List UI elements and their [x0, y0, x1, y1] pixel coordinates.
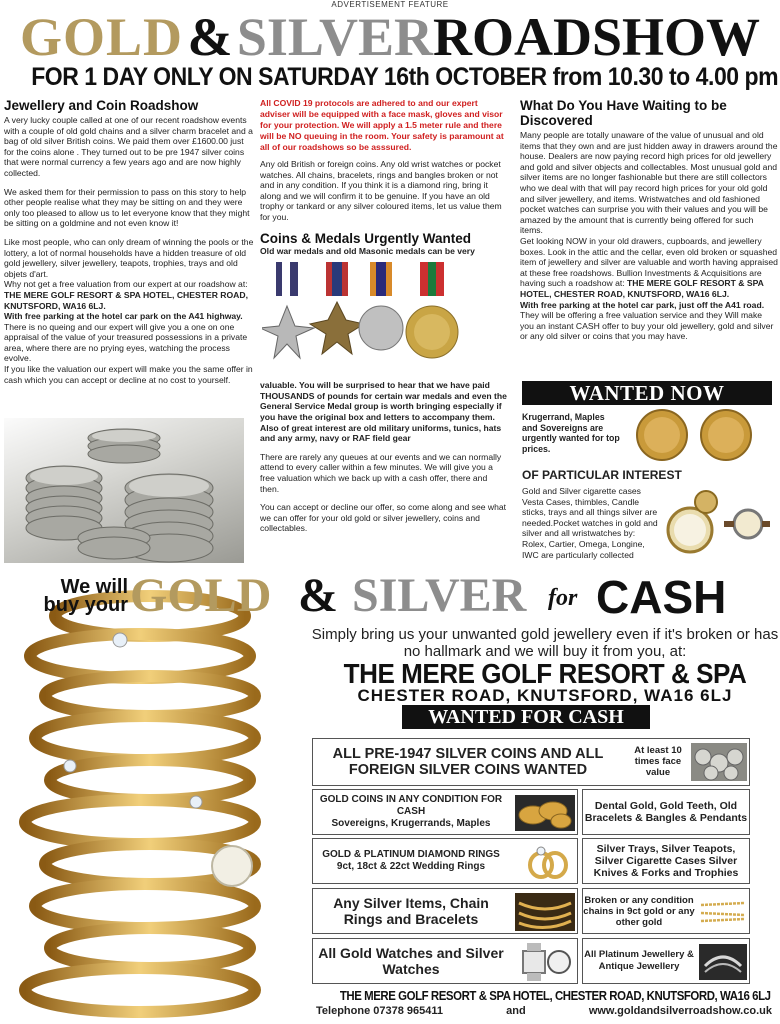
headline-silver: SILVER [236, 7, 433, 67]
event-date-subheading: FOR 1 DAY ONLY ON SATURDAY 16th OCTOBER from 10.30 to 4.00 pm [31, 63, 779, 91]
col1-paragraph-3a: Like most people, who can only dream of winning the pools or the lottery, a lot of normal households have a hidden treasure of old gold jewellery, silver jewellery, teapots, trophies, trays and old objets d'art. [4, 236, 254, 279]
box-silver-items-text: Any Silver Items, Chain Rings and Bracelets [333, 895, 489, 927]
advertisement-feature-label: ADVERTISEMENT FEATURE [331, 0, 449, 9]
column-roadshow-story [4, 98, 256, 385]
col3-paragraph-1: Many people are totally unaware of the value of unusual and old items that they own and are just hidden away in drawers around the house. Dealers are now paying record high prices for old jewellery and gold and silver objects and collectables. Most unusual gold and silver items are no longer fashionable but there are still collectors who we deal with that will pay record high prices for your old gold and silver jewellery, and items. Wristwatches and old fashioned pocket watches can surprise you with their values and you will be amazed by the amount that is currently being offered for such items. [520, 130, 778, 236]
war-medals-illustration [262, 262, 474, 380]
particular-interest-body: Gold and Silver cigarette cases Vesta Cases, thimbles, Candle sticks, trays and all things silver are needed.Pocket watches in gold and silver and all wristwatches by: Rolex, Cartier, Omega, Longine, IWC are particularly collected [522, 486, 658, 560]
venue-name: THE MERE GOLF RESORT & SPA [343, 658, 747, 689]
box-diamond-rings [312, 838, 578, 884]
medals-subheading: Old war medals and old Masonic medals can be very [260, 245, 475, 256]
col2-paragraph-4: You can accept or decline our offer, so come along and see what we can offer for your old gold or silver jewellery, coins and collectables. [260, 502, 507, 534]
col1-paragraph-1: A very lucky couple called at one of our recent roadshow events with a couple of old gold chains and a silver charm bracelet and a bag of old silver British coins. We paid them over £1600.00 just for the coins alone . They turned out to be pre 1947 silver coins that were normal currency a few years ago and are now highly collected. [4, 115, 253, 178]
box-watches-text: All Gold Watches and Silver Watches [318, 945, 504, 977]
col2-paragraph-1: Any old British or foreign coins. Any old wrist watches or pocket watches. All chains, bracelets, rings and bangles broken or not and in any condition. If you think it is a diamond ring, bring it along and we will confirm it to be genuine. If you have an old trophy or tankard or any silver coloured items, let us value them for you. [260, 159, 502, 222]
wanted-now-banner: WANTED NOW [522, 381, 772, 405]
box-dental-gold [582, 789, 750, 835]
gold-rings-photo [0, 566, 310, 1024]
lower-gold-title: GOLD [130, 569, 272, 622]
lower-cash-title: CASH [596, 571, 727, 623]
lower-amp: & [298, 569, 338, 622]
col3-paragraph-2b: They will be offering a free valuation service and they Will make you an instant CASH offer to buy your old jewellery, gold and silver or any old silver or coins that you may have. [520, 310, 774, 342]
col3-paragraph-2a: Get looking NOW in your old drawers, cupboards, and jewellery boxes. Look in the attic and the cellar, even old broken or squashed item of jewellery and silver are valuable and worth having appraised at these free roadshows. Bullion Investments & Acquisitions are having such a roadshow at: [520, 235, 778, 289]
footer-website-link[interactable]: www.goldandsilverroadshow.co.uk [588, 1005, 772, 1017]
lower-for: for [548, 585, 578, 611]
gold-coins-illustration [622, 405, 774, 465]
box-silver-coins-note: At least 10 times face value [634, 745, 682, 778]
column-what-do-you-have [520, 98, 778, 350]
we-will-buy-your [28, 578, 128, 614]
col3-heading: What Do You Have Waiting to be Discovered [520, 98, 727, 128]
col3-venue: THE MERE GOLF RESORT & SPA HOTEL, CHESTER ROAD, KNUTSFORD, WA16 6LJ. [520, 278, 764, 299]
diamond-rings-thumb [523, 843, 573, 881]
box-silver-items [312, 888, 578, 934]
col2-paragraph-2: valuable. You will be surprised to hear that we have paid THOUSANDS of pounds for certain war medals and even the General Service Medal group is worth bringing especially if you have the original box and letters to accompany them. Also of great interest are old military uniforms, tunics, hats and any army, navy or RAF field gear [260, 380, 507, 444]
col1-venue: THE MERE GOLF RESORT & SPA HOTEL, CHESTER ROAD, KNUTSFORD, WA16 6LJ. [4, 289, 248, 311]
gold-chain-thumb [515, 893, 575, 931]
covid-notice: All COVID 19 protocols are adhered to and our expert adviser will be equipped with a face mask, gloves and visor for your protection. We will apply a 1.5 meter rule and there will be NO queuing in the room. Your safety is paramount at all of our roadshows so be asssured. [260, 98, 504, 152]
pocket-watches-illustration [660, 488, 770, 558]
krugerrand-text: Krugerrand, Maples and Sovereigns are urgently wanted for top prices. [522, 412, 620, 454]
footer-and: and [506, 1005, 526, 1017]
box-gold-coins [312, 789, 578, 835]
col2-paragraph-3: There are rarely any queues at our events and we can normally attend to every caller within a few minutes. We will give you a free valuation which we back up with a cash offer, there and then. [260, 451, 502, 494]
medals-heading: Coins & Medals Urgently Wanted [260, 230, 472, 246]
silver-coins-illustration [4, 418, 244, 563]
box-platinum-jewellery-text: All Platinum Jewellery & Antique Jewellery [584, 949, 694, 972]
we-will-text: We will [60, 576, 128, 598]
broken-chain-thumb [699, 895, 747, 929]
box-platinum-jewellery [582, 938, 750, 984]
col1-parking: With free parking at the hotel car park on the A41 highway. [4, 311, 243, 322]
footer-contact [312, 1005, 776, 1017]
col1-paragraph-2: We asked them for their permission to pass on this story to help other people realise what they may be sitting on and they were only too pleased to allow us to let everyone know that they might be sitting on a goldmine and not even know it! [4, 186, 250, 229]
box-watches [312, 938, 578, 984]
gold-coins-photo [622, 405, 774, 465]
headline-gold: GOLD [19, 7, 183, 67]
main-headline [0, 7, 780, 67]
col1-paragraph-3c: There is no queing and our expert will give you a one on one appraisal of the value of your treasured possessions in a private area, where there are no prying eyes, watching the process evolve. [4, 321, 248, 364]
gold-coins-thumb [515, 795, 575, 831]
lower-silver-title: SILVER [352, 569, 527, 622]
simply-bring-text: Simply bring us your unwanted gold jewellery even if it's broken or has no hallmark and we will buy it from you, at: [311, 626, 779, 660]
box-diamond-rings-text: GOLD & PLATINUM DIAMOND RINGS 9ct, 18ct & 22ct Wedding Rings [322, 849, 500, 872]
box-silver-coins-text: ALL PRE-1947 SILVER COINS AND ALL FOREIGN SILVER COINS WANTED [332, 746, 604, 778]
box-silver-trays [582, 838, 750, 884]
col1-paragraph-3d: If you like the valuation our expert will make you the same offer in cash which you can accept or decline at no cost to yourself. [4, 364, 253, 385]
platinum-jewellery-thumb [699, 944, 747, 980]
col1-paragraph-3b: Why not get a free valuation from our expert at our roadshow at: [4, 279, 248, 290]
wanted-for-cash-banner: WANTED FOR CASH [402, 705, 650, 729]
buy-your-text: buy your [43, 594, 128, 616]
war-medals-photo [262, 262, 474, 380]
headline-amp: & [187, 7, 233, 67]
col3-parking: With free parking at the hotel car park, just off the A41 road. [520, 299, 765, 310]
box-silver-coins [312, 738, 750, 786]
venue-address: CHESTER ROAD, KNUTSFORD, WA16 6LJ [357, 686, 733, 705]
box-gold-coins-text: GOLD COINS IN ANY CONDITION FOR CASH Sovereigns, Krugerrands, Maples [319, 794, 503, 829]
watches-thumb [515, 943, 575, 981]
pocket-watches-photo [660, 488, 770, 558]
box-broken-chains [582, 888, 750, 934]
gold-rings-illustration [0, 566, 310, 1024]
headline-roadshow: ROADSHOW [433, 7, 761, 67]
footer-telephone: Telephone 07378 965411 [316, 1005, 443, 1017]
silver-coins-thumb [691, 743, 747, 781]
col1-heading: Jewellery and Coin Roadshow [4, 98, 199, 113]
silver-coins-photo [4, 418, 244, 563]
footer-address: THE MERE GOLF RESORT & SPA HOTEL, CHESTER ROAD, KNUTSFORD, WA16 6LJ [339, 988, 771, 1003]
box-broken-chains-text: Broken or any condition chains in 9ct gold or any other gold [583, 894, 695, 928]
box-dental-gold-text: Dental Gold, Gold Teeth, Old Bracelets & Bangles & Pendants [584, 800, 748, 824]
box-silver-trays-text: Silver Trays, Silver Teapots, Silver Cigarette Cases Silver Knives & Forks and Trophies [593, 843, 739, 879]
particular-interest-heading: OF PARTICULAR INTEREST [522, 468, 682, 482]
